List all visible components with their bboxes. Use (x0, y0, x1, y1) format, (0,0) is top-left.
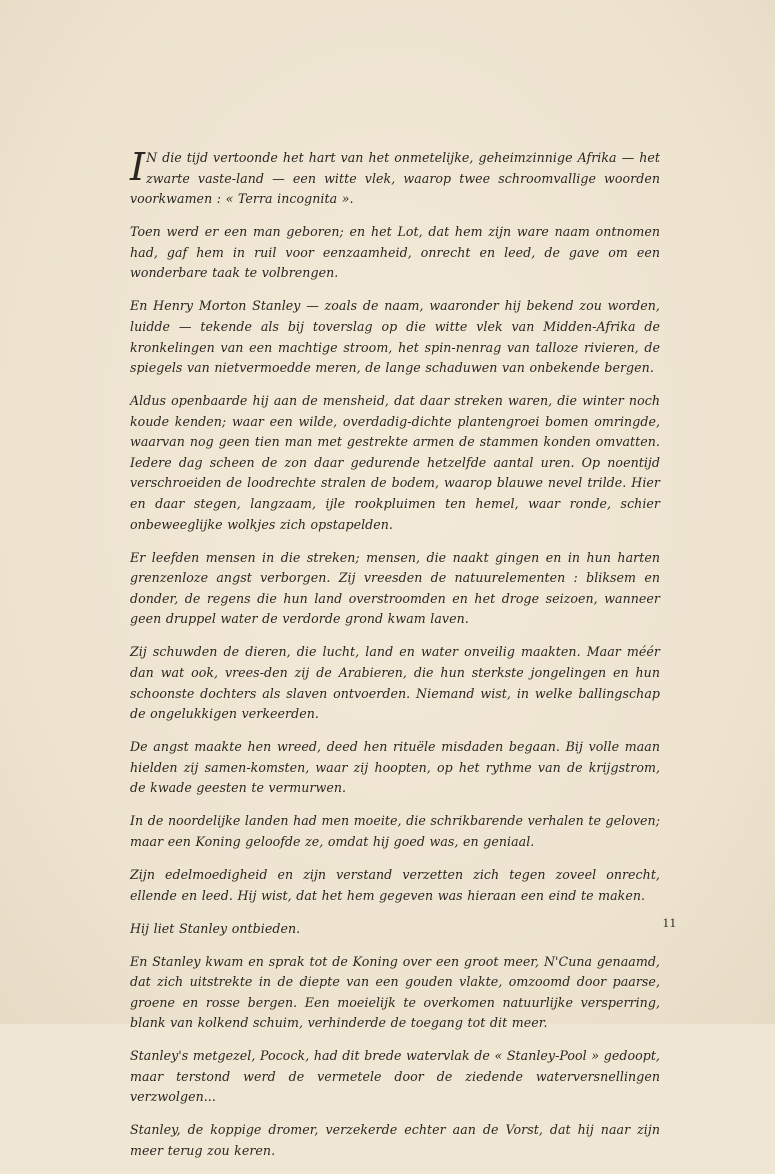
paragraph-9: Zijn edelmoedigheid en zijn verstand verzetten zich tegen zoveel onrecht, ellende en leed. Hij wist, dat het hem gegeven was hieraan een eind te maken. (130, 866, 660, 903)
paragraph-1 (130, 145, 660, 210)
drop-cap: I (130, 145, 146, 189)
body-text (130, 145, 660, 1174)
paragraph-8: In de noordelijke landen had men moeite, die schrikbarende verhalen te geloven; maar een Koning geloofde ze, omdat hij goed was, en geniaal. (130, 813, 660, 849)
paragraph-6: Zij schuwden de dieren, die lucht, land en water onveilig maakten. Maar méér dan wat ook, vrees-den zij de Arabieren, die hun sterkste jongelingen en hun schoonste dochters als slaven ontvoerden. Niemand wist, in welke ballingschap de ongelukkigen verkeerden. (130, 644, 660, 722)
paragraph-1-text: N die tijd vertoonde het hart van het onmetelijke, geheimzinnige Afrika — het zwarte vaste-land — een witte vlek, waarop twee schroomvallige woorden voorkwamen : « Terra incognita ». (130, 150, 660, 207)
paragraph-7: De angst maakte hen wreed, deed hen rituële misdaden begaan. Bij volle maan hielden zij samen-komsten, waar zij hoopten, op het rythme van de krijgstrom, de kwade geesten te vermurwen. (130, 739, 660, 796)
page-number: 11 (662, 915, 677, 930)
paragraph-11: En Stanley kwam en sprak tot de Koning over een groot meer, N'Cuna genaamd, dat zich uitstrekte in de diepte van een gouden vlakte, omzoomd door paarse, groene en rosse bergen. Een moeielijk te overkomen natuurlijke versperring, blank van kolkend schuim, verhinderde de toegang tot dit meer. (130, 953, 660, 1031)
paragraph-10: Hij liet Stanley ontbieden. (130, 920, 301, 936)
paragraph-13: Stanley, de koppige dromer, verzekerde echter aan de Vorst, dat hij naar zijn meer terug zou keren. (130, 1122, 660, 1159)
paragraph-4: Aldus openbaarde hij aan de mensheid, dat daar streken waren, die winter noch koude kenden; waar een wilde, overdadig-dichte plantengroei bomen omringde, waarvan nog geen tien man met gestrekte armen de stammen konden omvatten. Iedere dag scheen de zon daar gedurende hetzelfde aantal uren. Op noentijd verschroeiden de loodrechte stralen de bodem, waarop blauwe nevel trilde. Hier en daar stegen, langzaam, ijle rookpluimen ten hemel, waar ronde, schier onbeweeglijke wolkjes zich opstapelden. (130, 393, 660, 532)
paragraph-3: En Henry Morton Stanley — zoals de naam, waaronder hij bekend zou worden, luidde — tekende als bij toverslag op die witte vlek van Midden-Afrika de kronkelingen van een machtige stroom, het spin-nenrag van talloze rivieren, de spiegels van nietvermoedde meren, de lange schaduwen van onbekende bergen. (130, 298, 660, 376)
paragraph-12: Stanley's metgezel, Pocock, had dit brede watervlak de « Stanley-Pool » gedoopt, maar terstond werd de vermetele door de ziedende waterversnellingen verzwolgen... (130, 1048, 660, 1105)
paragraph-2: Toen werd er een man geboren; en het Lot, dat hem zijn ware naam ontnomen had, gaf hem in ruil voor eenzaamheid, onrecht en leed, de gave om een wonderbare taak te volbrengen. (130, 224, 660, 281)
paragraph-5: Er leefden mensen in die streken; mensen, die naakt gingen en in hun harten grenzenloze angst verborgen. Zij vreesden de natuurelementen : bliksem en donder, de regens die hun land overstroomden en het droge seizoen, wanneer geen druppel water de verdorde grond kwam laven. (130, 549, 660, 627)
